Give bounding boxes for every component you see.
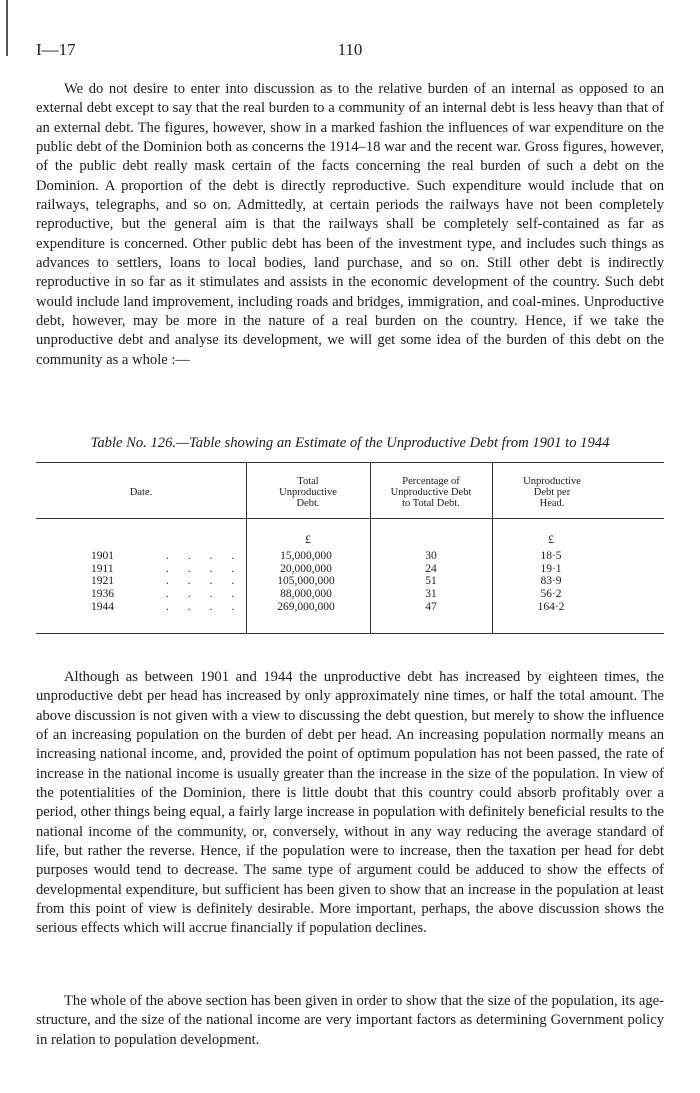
cell-leader: . . . . <box>166 562 243 575</box>
header-date: Date. <box>129 487 153 498</box>
cell-leader: . . . . <box>166 550 243 562</box>
cell-year: 1911 <box>91 562 114 575</box>
header-line: Unproductive Debt <box>390 487 472 498</box>
header-line: Debt. <box>296 498 320 509</box>
header-line: to Total Debt. <box>402 498 460 509</box>
margin-rule <box>6 0 8 56</box>
paragraph-debt-discussion: We do not desire to enter into discussion as to the relative burden of an internal as opposed to an external debt except to say that the real burden to a community of an internal debt is less heavy than that of an external debt. The figures, however, show in a marked fashion the influences of war expenditure on the public debt of the Dominion both as concerns the 1914–18 war and the recent war. Gross figures, however, of the public debt really mask certain of the facts concerning the real burden of such a debt on the Dominion. A proportion of the debt is directly reproductive. Such expenditure would include that on railways, telegraphs, and so on. Admittedly, at certain periods the railways have not been completely reproductive, but the general aim is that the railways shall be completely self-contained as far as expenditure is concerned. Other public debt has been of the investment type, and includes such things as advances to settlers, loans to local bodies, land purchase, and so on. Still other debt is indirectly reproductive in so far as it stimulates and assists in the economic development of the country. Such debt would include land improvement, including roads and bridges, immigration, and coal-mines. Unproductive debt, however, may be more in the nature of a real burden on the country. Hence, if we take the unproductive debt and analyse its development, we will get some idea of the burden of this debt on the community as a whole :— <box>36 81 664 368</box>
header-line: Debt per <box>533 487 571 498</box>
header-total-debt <box>246 476 370 509</box>
header-line: Unproductive <box>279 487 337 498</box>
cell-per-head: 164·2 <box>537 600 565 613</box>
page-number: 110 <box>337 40 363 59</box>
cell-total: 20,000,000 <box>280 562 332 575</box>
page-reference: I—17 <box>36 40 76 59</box>
cell-per-head: 56·2 <box>540 588 562 601</box>
cell-total: 105,000,000 <box>277 575 335 588</box>
header-line: Unproductive <box>523 476 581 487</box>
cell-percentage: 31 <box>425 588 437 601</box>
cell-leader: . . . . <box>166 600 243 613</box>
header-percentage <box>370 476 492 509</box>
cell-total: 88,000,000 <box>280 588 332 601</box>
cell-per-head: 18·5 <box>540 550 562 562</box>
cell-year: 1944 <box>91 600 114 613</box>
cell-percentage: 51 <box>425 575 437 588</box>
header-debt-per-head <box>492 476 612 509</box>
cell-total: 15,000,000 <box>280 550 332 562</box>
table-bottom-rule <box>36 633 664 634</box>
unit-total: £ <box>305 534 311 546</box>
page-header <box>36 40 664 64</box>
paragraph-population-debt: Although as between 1901 and 1944 the unproductive debt has increased by eighteen times, the unproductive debt per head has increased by only approximately nine times, or half the total amount. The above discussion is not given with a view to discussing the debt question, but merely to show the influence of an increasing population on the burden of debt per head. An increasing population normally means an increasing national income, and, provided the point of optimum population has not been passed, the rate of increase in the national income is usually greater than the increase in the size of the population. In view of the potentialities of the Dominion, there is little doubt that this country could absorb profitably over a period, other things being equal, a fairly large increase in population with definitely beneficial results to the national income of the community, or, conversely, without in any way reducing the average standard of life, but rather the reverse. Hence, if the population were to increase, then the taxation per head for debt purposes would tend to decrease. The same type of argument could be adduced to show the effects of developmental expenditure, but sufficient has been given to show that an increase in the population at least from this point of view is definitely desirable. More important, perhaps, the above discussion shows the serious effects which will accrue financially if population declines. <box>36 669 664 937</box>
cell-per-head: 83·9 <box>540 575 562 588</box>
table-caption: Table No. 126.—Table showing an Estimate of the Unproductive Debt from 1901 to 1944 <box>90 435 610 451</box>
table-top-rule <box>36 462 664 463</box>
cell-percentage: 30 <box>425 550 437 562</box>
cell-percentage: 47 <box>425 600 437 613</box>
header-line: Total <box>297 476 319 487</box>
cell-year: 1921 <box>91 575 114 588</box>
cell-percentage: 24 <box>425 562 437 575</box>
header-line: Head. <box>539 498 565 509</box>
unit-per-head: £ <box>548 534 554 546</box>
header-line: Percentage of <box>402 476 460 487</box>
cell-total: 269,000,000 <box>277 600 335 613</box>
paragraph-conclusion: The whole of the above section has been given in order to show that the size of the population, its age-structure, and the size of the national income are very important factors as determining Government policy in relation to population development. <box>36 993 664 1048</box>
cell-year: 1936 <box>91 588 114 601</box>
cell-year: 1901 <box>91 550 114 562</box>
cell-leader: . . . . <box>166 575 243 588</box>
cell-per-head: 19·1 <box>540 562 562 575</box>
table-header-rule <box>36 518 664 519</box>
cell-leader: . . . . <box>166 588 243 601</box>
